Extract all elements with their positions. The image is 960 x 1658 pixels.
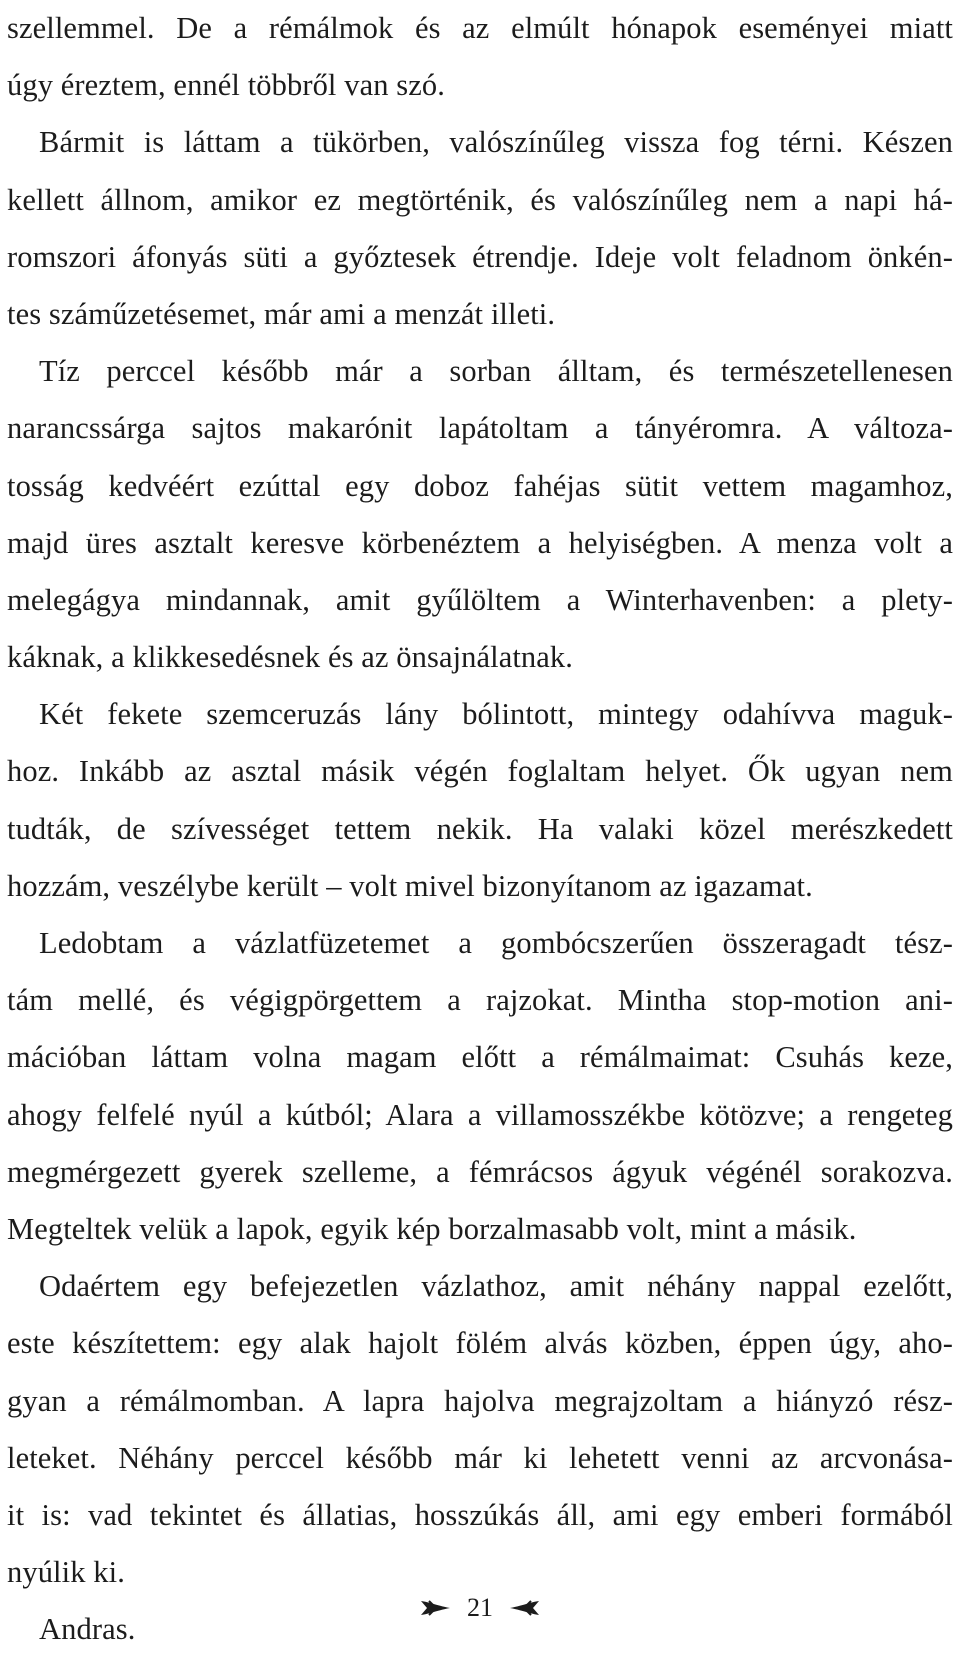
text-line-27: it is: vad tekintet és állatias, hosszúkás áll, ami egy emberi formából (7, 1497, 953, 1532)
text-line-21: megmérgezett gyerek szelleme, a fémrácsos ágyuk végénél sorakozva. (7, 1154, 953, 1189)
text-line-8: narancssárga sajtos makarónit lapátoltam a tányéromra. A változa- (7, 411, 953, 446)
text-line-2: úgy éreztem, ennél többről van szó. (7, 68, 445, 103)
text-line-19: mációban láttam volna magam előtt a rémálmaimat: Csuhás keze, (7, 1040, 953, 1075)
text-line-15: tudták, de szívességet tettem nekik. Ha valaki közel merészkedett (7, 811, 953, 846)
text-line-11: melegágya mindannak, amit gyűlöltem a Winterhavenben: a plety- (7, 582, 953, 617)
text-line-6: tes száműzetésemet, már ami a menzát illeti. (7, 296, 556, 331)
text-line-4: kellett állnom, amikor ez megtörténik, és valószínűleg nem a napi há- (7, 182, 953, 217)
page-footer (0, 1588, 960, 1628)
left-ornament-icon (419, 1598, 453, 1618)
text-line-12: káknak, a klikkesedésnek és az önsajnálatnak. (7, 640, 573, 675)
text-line-16: hozzám, veszélybe került – volt mivel bizonyítanom az igazamat. (7, 868, 813, 903)
text-line-3: Bármit is láttam a tükörben, valószínűleg vissza fog térni. Készen (39, 125, 953, 160)
text-line-13: Két fekete szemceruzás lány bólintott, mintegy odahívva maguk- (39, 697, 953, 732)
right-ornament-icon (507, 1598, 541, 1618)
page-body (7, 0, 953, 1658)
text-line-24: este készítettem: egy alak hajolt fölém alvás közben, éppen úgy, aho- (7, 1326, 953, 1361)
text-line-18: tám mellé, és végigpörgettem a rajzokat. Mintha stop-motion ani- (7, 983, 953, 1018)
text-line-28: nyúlik ki. (7, 1555, 125, 1590)
text-line-10: majd üres asztalt keresve körbenéztem a helyiségben. A menza volt a (7, 525, 953, 560)
text-line-29: Andras. (39, 1612, 136, 1647)
text-line-7: Tíz perccel később már a sorban álltam, és természetellenesen (39, 354, 953, 389)
text-line-1: szellemmel. De a rémálmok és az elmúlt hónapok eseményei miatt (7, 11, 953, 45)
text-line-17: Ledobtam a vázlatfüzetemet a gombócszerűen összeragadt tész- (39, 926, 953, 960)
page-number: 21 (467, 1593, 493, 1622)
text-line-25: gyan a rémálmomban. A lapra hajolva megrajzoltam a hiányzó rész- (7, 1383, 953, 1418)
text-line-9: tosság kedvéért ezúttal egy doboz fahéjas sütit vettem magamhoz, (7, 468, 953, 503)
text-line-26: leteket. Néhány perccel később már ki lehetett venni az arcvonása- (7, 1440, 953, 1475)
text-line-20: ahogy felfelé nyúl a kútból; Alara a villamosszékbe kötözve; a rengeteg (7, 1097, 953, 1132)
text-line-5: romszori áfonyás süti a győztesek étrendje. Ideje volt feladnom önkén- (7, 239, 953, 274)
text-line-14: hoz. Inkább az asztal másik végén foglaltam helyet. Ők ugyan nem (7, 754, 953, 789)
text-line-22: Megteltek velük a lapok, egyik kép borzalmasabb volt, mint a másik. (7, 1211, 857, 1246)
text-line-23: Odaértem egy befejezetlen vázlathoz, amit néhány nappal ezelőtt, (39, 1269, 953, 1304)
